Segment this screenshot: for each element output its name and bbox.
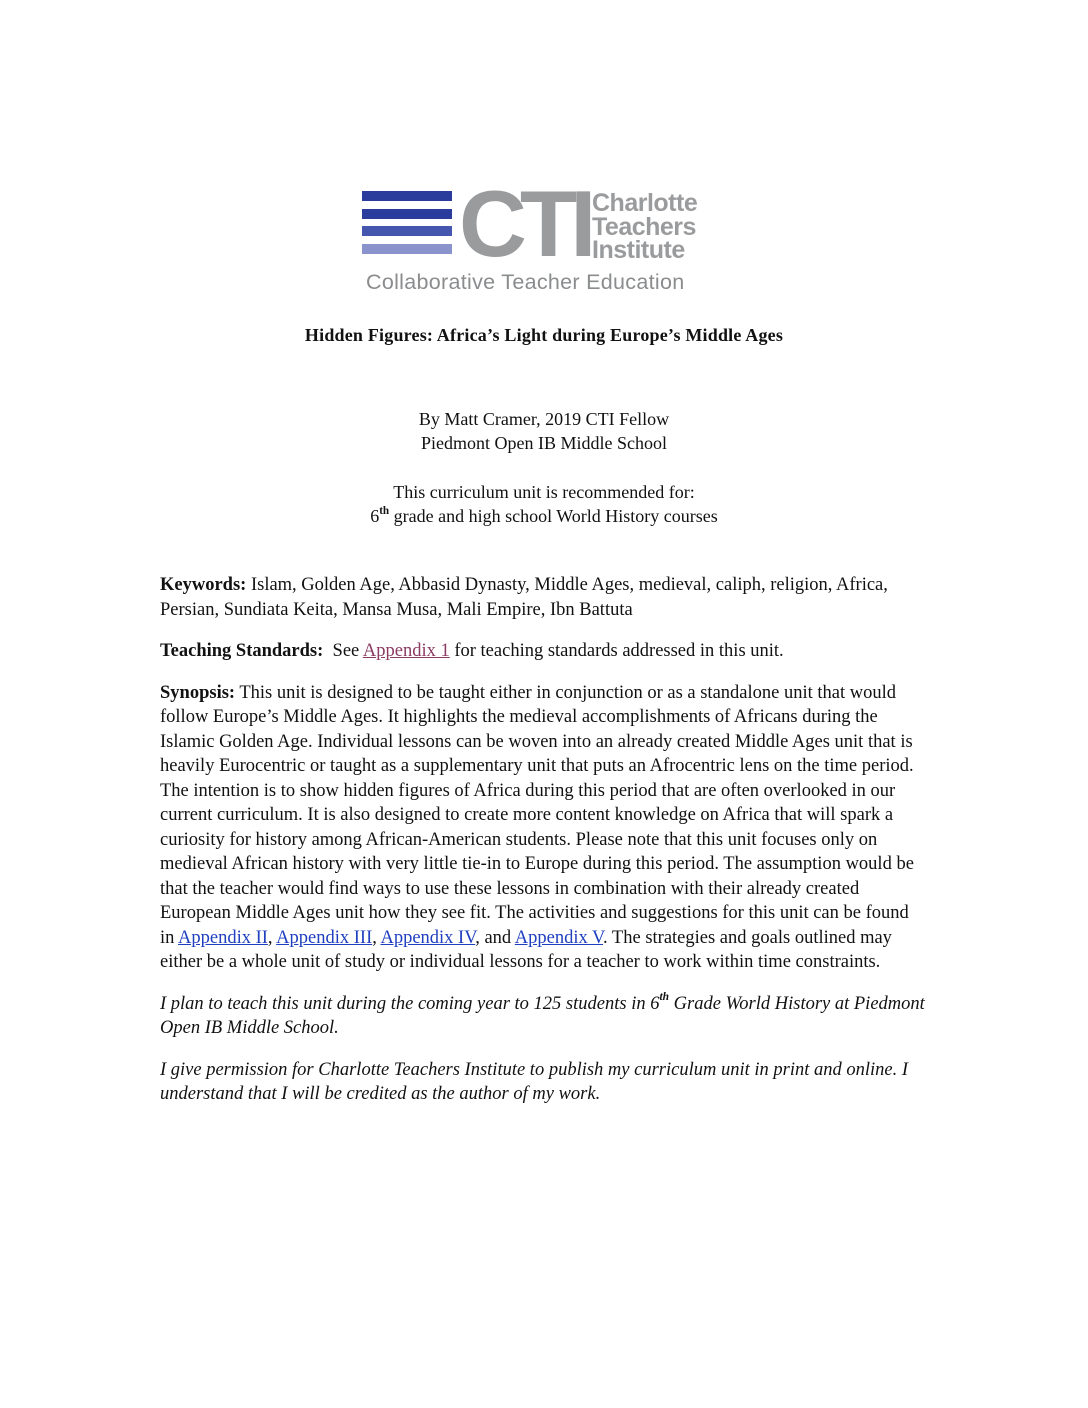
synopsis-sep-2: , bbox=[372, 927, 381, 948]
appendix-3-link[interactable]: Appendix III bbox=[276, 927, 373, 948]
grade-suffix: th bbox=[379, 504, 390, 517]
synopsis-text: This unit is designed to be taught either in conjunction or as a standalone unit that would follow Europe’s Middle Ages. It highlights the medieval accomplishments of Africans during the Islamic Golden Age. Individual lessons can be woven into an already created Middle Ages unit that is heavily Eurocentric or taught as a supplementary unit that puts an Afrocentric lens on the time period. The intention is to show hidden figures of Africa during this period that are often overlooked in our current curriculum. It is also designed to create more content knowledge on Africa that will spark a curiosity for history among African-American students. Please note that this unit focuses only on medieval African history with very little tie-in to Europe during this period. The assumption would be that the teacher would find ways to use these lessons in combination with their already created European Middle Ages unit how they see fit. The activities and suggestions for this unit can be found in bbox=[160, 682, 914, 948]
standards-post: for teaching standards addressed in this unit. bbox=[449, 641, 784, 661]
grade-ordinal: 6 bbox=[370, 506, 380, 526]
synopsis-sep-1: , bbox=[267, 927, 277, 948]
appendix-5-link[interactable]: Appendix V bbox=[514, 927, 604, 948]
logo-name-line-3: Institute bbox=[592, 236, 685, 264]
synopsis-paragraph bbox=[160, 681, 925, 975]
appendix-1-link[interactable]: Appendix 1 bbox=[362, 641, 450, 661]
standards-paragraph bbox=[160, 639, 925, 664]
recommended-line: This curriculum unit is recommended for: bbox=[393, 482, 695, 502]
appendix-2-link[interactable]: Appendix II bbox=[178, 927, 268, 948]
grade-line bbox=[0, 504, 1088, 528]
plan-sup: th bbox=[659, 991, 670, 1004]
plan-post: Grade World History at Piedmont Open IB Middle School. bbox=[160, 993, 925, 1038]
logo-name-line-1: Charlotte bbox=[592, 189, 698, 217]
keywords-label: Keywords: bbox=[160, 575, 247, 595]
logo-mark: CTI bbox=[459, 171, 590, 276]
logo-name-line-2: Teachers bbox=[592, 213, 696, 241]
synopsis-end: . The strategies and goals outlined may either be a whole unit of study or individual lessons for a teacher to work within time constraints. bbox=[160, 927, 892, 972]
logo-bar-4 bbox=[362, 244, 452, 254]
synopsis-sep-3: , and bbox=[475, 927, 515, 948]
document-title: Hidden Figures: Africa’s Light during Europe’s Middle Ages bbox=[304, 325, 784, 345]
cti-logo bbox=[362, 171, 732, 300]
logo-tagline: Collaborative Teacher Education bbox=[366, 270, 685, 294]
synopsis-label: Synopsis: bbox=[160, 682, 236, 703]
logo-bar-1 bbox=[362, 191, 452, 201]
standards-pre: See bbox=[323, 641, 363, 661]
keywords-text: Islam, Golden Age, Abbasid Dynasty, Middle Ages, medieval, caliph, religion, Africa, Persian, Sundiata Keita, Mansa Musa, Mali Empire, Ibn Battuta bbox=[160, 575, 888, 620]
school-name: Piedmont Open IB Middle School bbox=[421, 433, 667, 453]
byline: By Matt Cramer, 2019 CTI Fellow bbox=[418, 409, 670, 429]
keywords-paragraph bbox=[160, 573, 925, 622]
permission-paragraph: I give permission for Charlotte Teachers Institute to publish my curriculum unit in print and online. I understand that I will be credited as the author of my work. bbox=[160, 1059, 909, 1104]
appendix-4-link[interactable]: Appendix IV bbox=[380, 927, 476, 948]
plan-pre: I plan to teach this unit during the coming year to 125 students in 6 bbox=[160, 993, 660, 1014]
standards-label: Teaching Standards: bbox=[160, 641, 324, 661]
grade-rest: grade and high school World History courses bbox=[389, 506, 718, 526]
document-body bbox=[160, 573, 925, 1124]
logo-bar-2 bbox=[362, 209, 452, 219]
plan-paragraph bbox=[160, 992, 925, 1041]
logo-bar-3 bbox=[362, 226, 452, 236]
